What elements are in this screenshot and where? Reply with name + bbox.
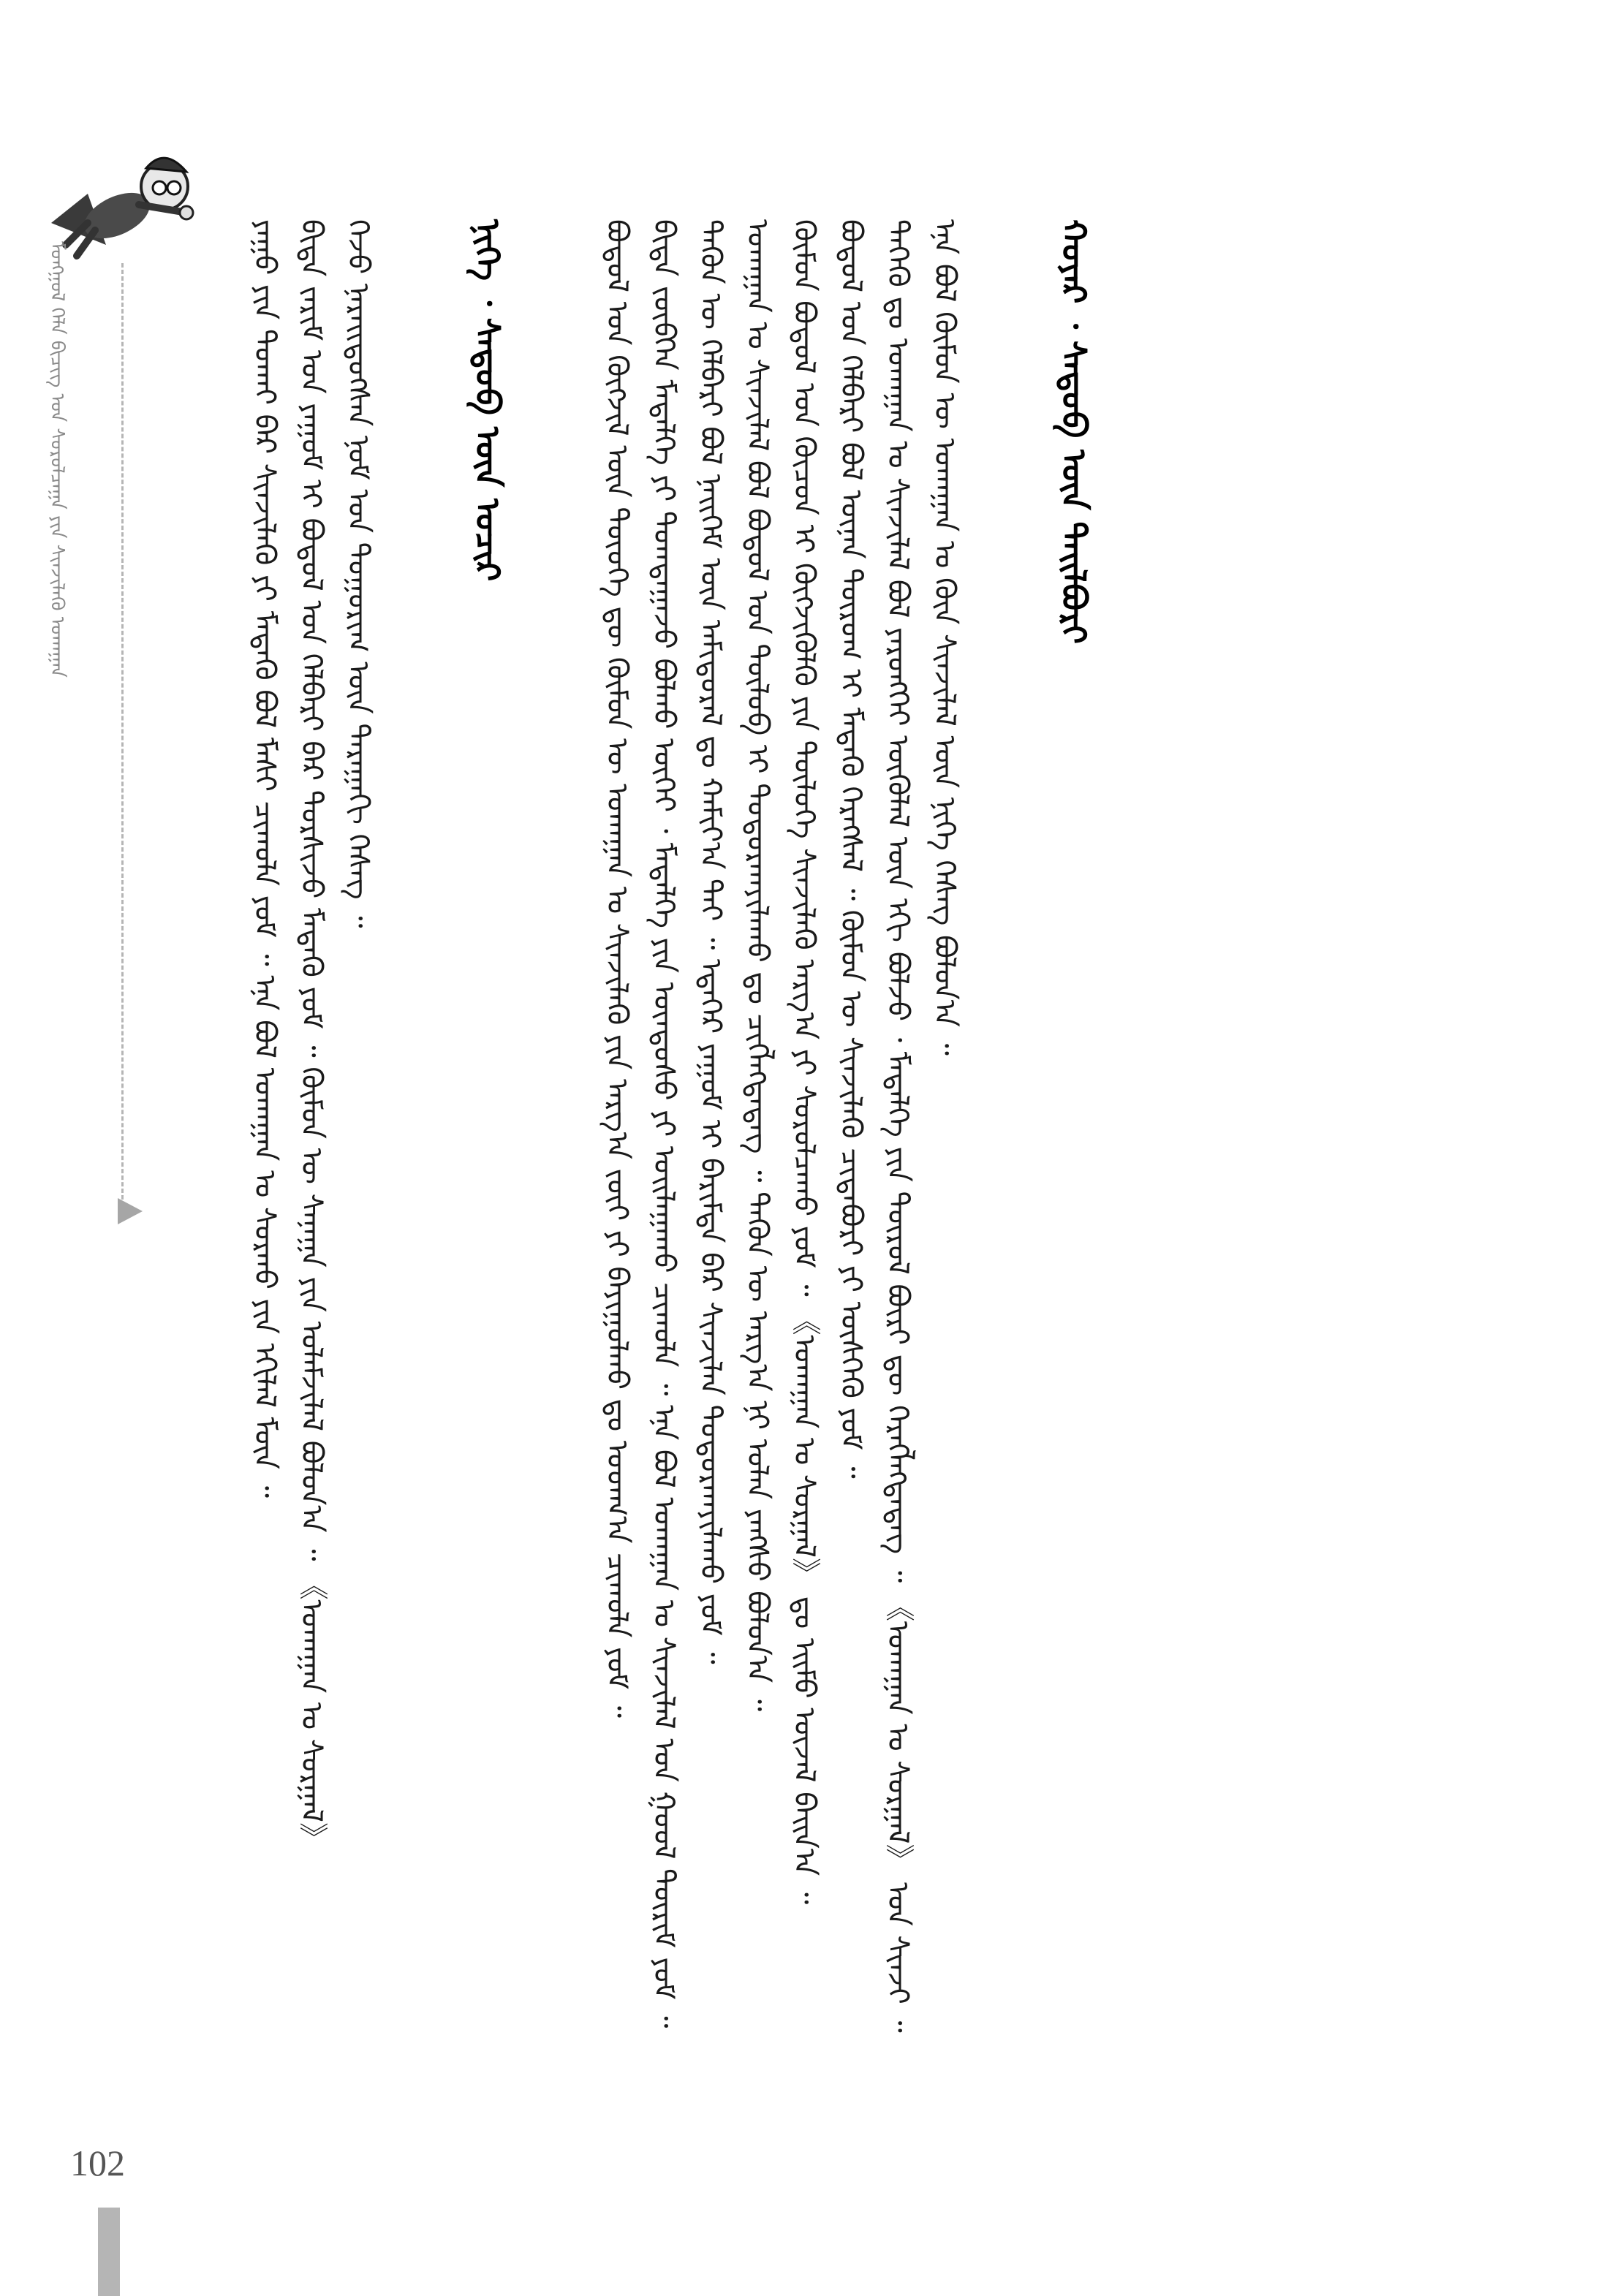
text-column: ᠪᠣᠳᠣᠯ ᠤᠨ ᠬᠥᠭᠵᠢᠯ ᠦᠨ ᠲᠦᠦᠬᠡ ᠳᠦ ᠬᠦᠮᠦᠨ ᠦ ᠤᠬᠠᠭᠠᠨ ᠤ ᠰᠢᠨᠵᠢᠯᠡᠬᠦ ᠶᠢᠨ ᠠᠷᠭ᠎ᠠ ᠵᠦᠢ ᠶᠢ ᠪᠠᠶᠢᠭᠤᠯᠬᠤ ᠳᠤ ᠤᠳᠬ᠎ᠠ ᠴᠢᠬᠤᠯᠠ ᠶᠤᠮ ᠃ — [600, 219, 634, 1719]
body-text — [241, 219, 1440, 2164]
page-number: 102 — [70, 2142, 125, 2183]
text-column: ᠡᠨᠡ ᠪᠣᠯ ᠬᠦᠮᠦᠨ ᠦ ᠤᠬᠠᠭᠠᠨ ᠤ ᠭᠦᠨ ᠰᠢᠨᠵᠢᠯᠡᠯ ᠦᠨ ᠨᠢᠭᠡ ᠬᠡᠰᠡᠭ ᠪᠣᠯᠤᠨ᠎ᠠ ᠃ — [928, 219, 961, 1056]
spacer — [968, 219, 1048, 2164]
section-heading: ᠬᠣᠶᠠᠷ ᠂ ᠰᠡᠳᠦᠪ ᠦᠨ ᠲᠠᠢᠯᠪᠤᠷᠢ — [1054, 219, 1094, 644]
running-header — [41, 241, 73, 1016]
page-edge-tab — [98, 2208, 120, 2296]
section-heading: ᠨᠢᠭᠡ ᠂ ᠰᠡᠳᠦᠪ ᠦᠨ ᠤᠴᠢᠷ — [468, 219, 507, 582]
text-column: ᠪᠢᠳᠡ ᠵᠥᠪᠬᠡᠨ ᠮᠡᠳᠡᠯᠭᠡ ᠶᠢ ᠲᠣᠭᠲᠠᠭᠠᠵᠤ ᠪᠣᠯᠬᠤ ᠦᠭᠡᠢ ᠂ ᠮᠡᠳᠡᠯᠭᠡ ᠶᠢᠨ ᠦᠨᠳᠦᠰᠦ ᠶᠢ ᠤᠢᠯᠠᠭᠠᠬᠤ ᠴᠢᠬᠤᠯᠠ ᠃ ᠡᠨᠡ ᠪᠣᠯ ᠤᠬᠠᠭᠠᠨ ᠤ ᠰᠢᠨᠵᠢᠯᠡᠯ ᠤᠨ ᠭᠣᠣᠯ ᠳᠦᠷᠢᠮ ᠶᠤᠮ ᠃ — [647, 219, 681, 2028]
text-column: ᠪᠢᠳᠡ ᠵᠠᠷᠢᠮ ᠤᠨ ᠶᠠᠭᠤᠮ ᠢ ᠪᠣᠳᠣᠯ ᠤᠨ ᠬᠡᠯᠪᠡᠷᠢ ᠪᠠᠷ ᠲᠤᠷᠰᠢᠵᠤ ᠮᠡᠳᠡᠬᠦ ᠶᠤᠮ ᠃ ᠬᠦᠮᠦᠨ ᠦ ᠰᠠᠨᠠᠭᠠ ᠶᠢᠨ ᠤᠯᠠᠮᠵᠢᠯᠠᠯ ᠪᠣᠯᠤᠨ᠎ᠠ ᠃ 《ᠤᠬᠠᠭᠠᠨ ᠤ ᠰᠤᠷᠭᠠᠯ》 — [295, 219, 328, 1852]
text-column: ᠭᠡᠵᠦ ᠨᠡᠷᠡᠢᠳᠦᠭᠰᠡᠨ ᠨᠣᠮ ᠤᠨ ᠲᠣᠭᠣᠷᠢᠭ ᠦᠨ ᠳᠠᠷᠠᠭᠠᠬᠢ ᠬᠡᠰᠡᠭ ᠃ — [341, 219, 375, 928]
text-column: ᠬᠦᠮᠦᠨ ᠪᠣᠳᠣᠯ ᠤᠨ ᠬᠦᠴᠦᠨ ᠢ ᠬᠥᠭᠵᠢᠭᠦᠯᠬᠦ ᠶᠢᠨ ᠲᠥᠯᠥᠭᠡ ᠰᠢᠨᠵᠢᠯᠡᠬᠦ ᠠᠷᠭ᠎ᠠ ᠶᠢ ᠰᠤᠷᠤᠯᠴᠠᠬᠤ ᠶᠤᠮ ᠃ 《ᠤᠬᠠᠭᠠᠨ ᠤ ᠰᠤᠷᠭᠠᠯ》 ᠳᠤ ᠡᠢᠮᠤ ᠦᠵᠡᠯ ᠪᠠᠢᠨ᠎ᠠ ᠃ — [787, 219, 821, 1905]
text-column: ᠲᠡᠭᠡᠬᠦ ᠳᠤ ᠤᠬᠠᠭᠠᠨ ᠤ ᠰᠢᠨᠵᠢᠯᠡᠯ ᠪᠣᠯ ᠶᠡᠷᠦᠩᠬᠡᠢ ᠦᠭᠦᠯᠡᠯ ᠦᠨ ᠡᠬᠢ ᠪᠣᠯᠵᠤ ᠂ ᠮᠡᠳᠡᠯᠭᠡ ᠶᠢᠨ ᠲᠥᠷᠥᠯ ᠪᠦᠷᠢ ᠳᠦ ᠬᠡᠷᠡᠭᠯᠡᠭᠳᠡᠳᠡᠭ ᠃ 《ᠤᠬᠠᠭᠠᠨ ᠤ ᠰᠤᠷᠭᠠᠯ》 ᠤᠨ ᠰᠢᠨᠵᠢ ᠃ — [881, 219, 915, 2033]
spacer — [513, 219, 594, 2164]
running-header-text: ᠮᠣᠩᠭᠣᠯ ᠬᠡᠯᠡ ᠪᠢᠴᠢᠭ ᠤᠨ ᠰᠤᠷᠤᠯᠴᠠᠭᠠ ᠶᠢᠨ ᠰᠢᠨᠵᠢᠯᠡᠬᠦ ᠤᠬᠠᠭᠠᠨ — [46, 241, 68, 678]
header-divider-line — [121, 263, 124, 1206]
text-column: ᠪᠣᠳᠣᠯ ᠤᠨ ᠬᠡᠯᠪᠡᠷᠢ ᠪᠣᠯ ᠦᠨᠡᠨ ᠲᠥᠷᠥᠬ ᠢ ᠮᠡᠳᠡᠬᠦ ᠬᠡᠷᠡᠭᠰᠡᠯ ᠃ ᠬᠦᠮᠦᠨ ᠦ ᠰᠢᠨᠵᠢᠯᠡᠬᠦ ᠴᠢᠳᠠᠪᠤᠷᠢ ᠶᠢ ᠥᠰᠬᠡᠬᠦ ᠶᠤᠮ ᠃ — [834, 219, 868, 1479]
header-arrow-icon — [118, 1198, 143, 1224]
text-column: ᠲᠡᠭᠦᠨ ᠦ ᠬᠡᠯᠪᠡᠷᠢ ᠪᠣᠯ ᠨᠡᠢᠭᠡᠮ ᠦᠨ ᠠᠮᠢᠳᠤᠷᠠᠯ ᠳᠤ ᠬᠠᠮᠢᠶ᠎ᠠ ᠲᠠᠢ ᠃ ᠡᠳᠡᠭᠡᠷ ᠶᠠᠭᠤᠮ ᠢ ᠪᠠᠷᠢᠮᠲᠠ ᠪᠠᠷ ᠰᠢᠨᠵᠢᠯᠡᠨ ᠲᠣᠳᠣᠷᠬᠠᠶᠢᠯᠠᠬᠤ ᠶᠤᠮ ᠃ — [694, 219, 727, 1664]
text-column: ᠶᠠᠭᠤ ᠶᠢᠨ ᠲᠤᠬᠠᠢ ᠪᠠᠷ ᠰᠢᠨᠵᠢᠯᠡᠬᠦ ᠶᠢ ᠮᠡᠳᠡᠬᠦ ᠪᠣᠯ ᠮᠠᠰᠢ ᠴᠢᠬᠤᠯᠠ ᠶᠤᠮ ᠃ ᠡᠨᠡ ᠪᠣᠯ ᠤᠬᠠᠭᠠᠨ ᠤ ᠰᠤᠷᠬᠤ ᠶᠢᠨ ᠡᠬᠢᠯᠡᠯ ᠮᠥᠨ ᠃ — [248, 219, 281, 1499]
spacer — [382, 219, 462, 2164]
text-column: ᠤᠬᠠᠭᠠᠨ ᠤ ᠰᠢᠨᠵᠢᠯᠡᠯ ᠪᠣᠯ ᠪᠣᠳᠣᠯ ᠤᠨ ᠲᠥᠯᠦᠪ ᠢ ᠲᠣᠳᠣᠷᠬᠠᠶᠢᠯᠠᠬᠤ ᠳᠤ ᠴᠢᠭᠯᠡᠭᠳᠡᠳᠡᠭ ᠃ ᠲᠡᠭᠦᠨ ᠦ ᠠᠷᠭ᠎ᠠ ᠨᠢ ᠣᠯᠠᠨ ᠶᠠᠩᠰᠤ ᠪᠣᠯᠤᠨ᠎ᠠ ᠃ — [741, 219, 774, 1712]
